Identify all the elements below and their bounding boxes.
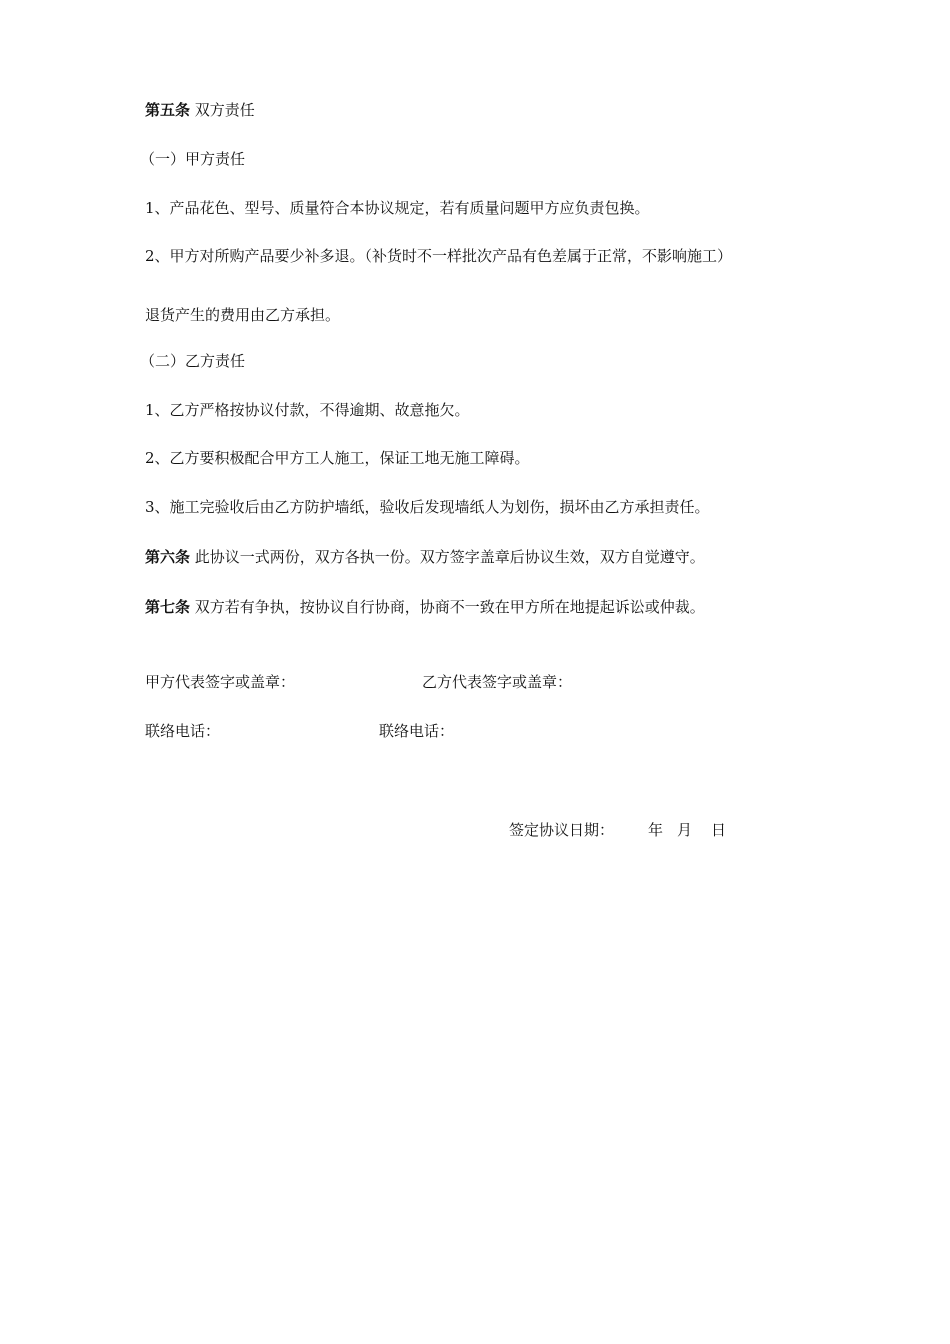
- party-b-heading: （二）乙方责任: [140, 352, 246, 370]
- date-day: 日: [711, 821, 727, 839]
- party-b-item-2: 2、乙方要积极配合甲方工人施工，保证工地无施工障碍。: [145, 449, 530, 467]
- party-b-item-1: 1、乙方严格按协议付款，不得逾期、故意拖欠。: [145, 401, 470, 419]
- party-b-phone-label: 联络电话：: [379, 722, 455, 740]
- article-6-text: 此协议一式两份，双方各执一份。双方签字盖章后协议生效，双方自觉遵守。: [194, 548, 705, 566]
- article-7: [145, 597, 705, 617]
- article-5: [145, 100, 255, 120]
- article-7-text: 双方若有争执，按协议自行协商，协商不一致在甲方所在地提起诉讼或仲裁。: [194, 598, 705, 616]
- party-a-item-3: 退货产生的费用由乙方承担。: [145, 306, 341, 324]
- article-6-heading: 第六条: [145, 548, 191, 566]
- party-b-item-3: 3、施工完验收后由乙方防护墙纸，验收后发现墙纸人为划伤，损坏由乙方承担责任。: [145, 498, 710, 516]
- party-a-signature-label: 甲方代表签字或盖章：: [145, 673, 296, 691]
- date-year: 年: [648, 821, 664, 839]
- party-a-item-2: 2、甲方对所购产品要少补多退。（补货时不一样批次产品有色差属于正常，不影响施工）: [145, 247, 733, 265]
- party-a-heading: （一）甲方责任: [140, 150, 246, 168]
- article-5-title: 双方责任: [194, 101, 255, 119]
- party-b-signature-label: 乙方代表签字或盖章：: [422, 673, 573, 691]
- article-6: [145, 547, 705, 567]
- party-a-item-1: 1、产品花色、型号、质量符合本协议规定，若有质量问题甲方应负责包换。: [145, 199, 650, 217]
- party-a-phone-label: 联络电话：: [145, 722, 221, 740]
- article-7-heading: 第七条: [145, 598, 191, 616]
- date-month: 月: [677, 821, 693, 839]
- article-5-heading: 第五条: [145, 101, 191, 119]
- agreement-date-label: 签定协议日期：: [509, 821, 615, 839]
